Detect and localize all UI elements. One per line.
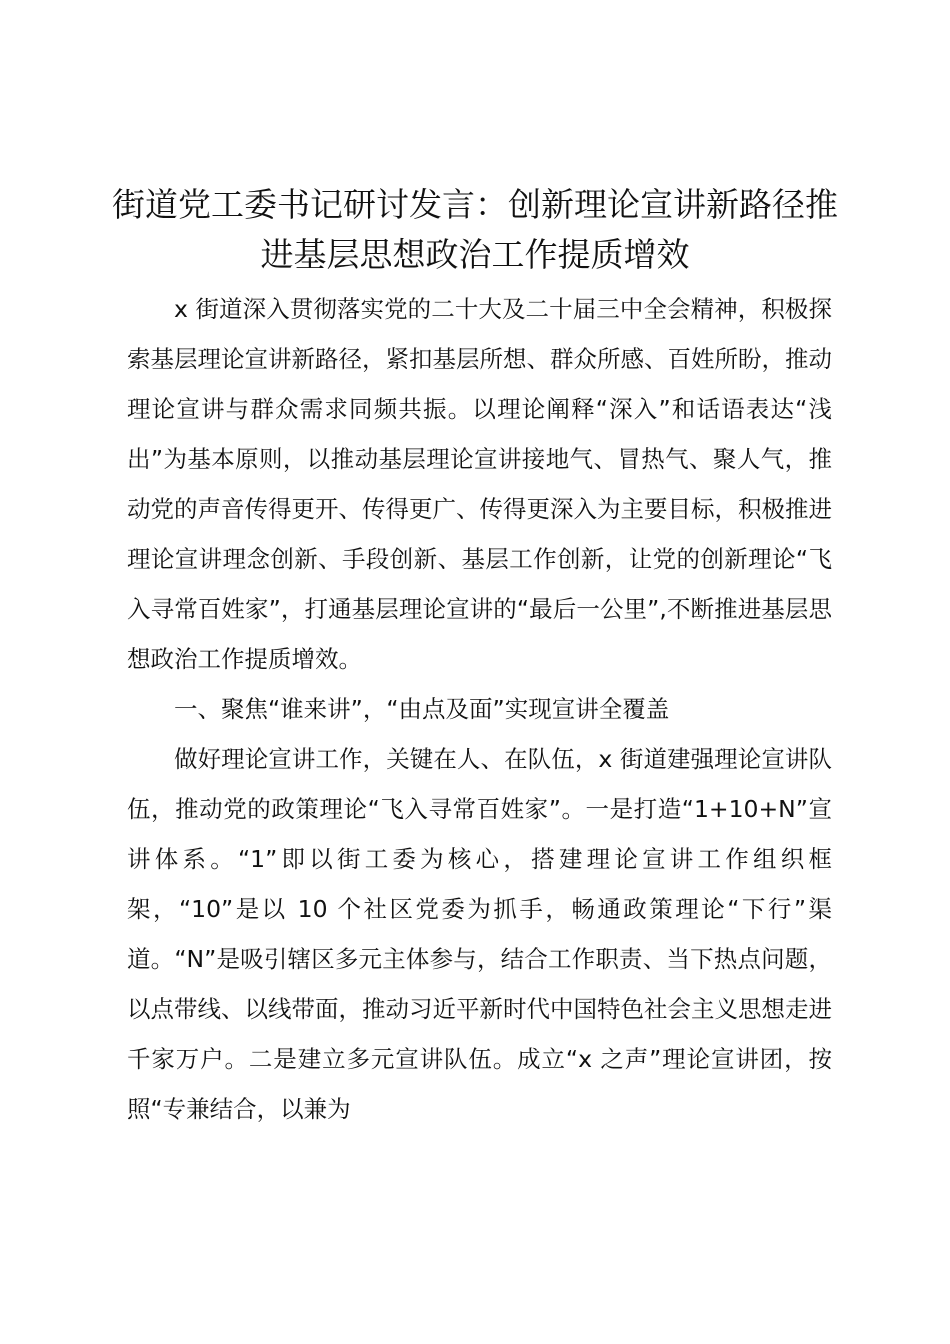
intro-paragraph: x 街道深入贯彻落实党的二十大及二十届三中全会精神，积极探索基层理论宣讲新路径，紧扣基层所想、群众所感、百姓所盼，推动理论宣讲与群众需求同频共振。以理论阐释“深入”和话语表达“浅出”为基本原则，以推动基层理论宣讲接地气、冒热气、聚人气，推动党的声音传得更开、传得更广、传得更深入为主要目标，积极推进理论宣讲理念创新、手段创新、基层工作创新，让党的创新理论“飞入寻常百姓家”，打通基层理论宣讲的“最后一公里”,不断推进基层思想政治工作提质增效。 (127, 295, 832, 673)
document-body (127, 284, 832, 1134)
document-title: 街道党工委书记研讨发言：创新理论宣讲新路径推进基层思想政治工作提质增效 (112, 185, 838, 274)
section-heading: 一、聚焦“谁来讲”，“由点及面”实现宣讲全覆盖 (174, 695, 670, 723)
section-paragraph: 做好理论宣讲工作，关键在人、在队伍，x 街道建强理论宣讲队伍，推动党的政策理论“飞入寻常百姓家”。一是打造“1+10+N”宣讲体系。“1”即以街工委为核心，搭建理论宣讲工作组织框架，“10”是以 10 个社区党委为抓手，畅通政策理论“下行”渠道。“N”是吸引辖区多元主体参与，结合工作职责、当下热点问题，以点带线、以线带面，推动习近平新时代中国特色社会主义思想走进千家万户。二是建立多元宣讲队伍。成立“x 之声”理论宣讲团，按照“专兼结合，以兼为 (127, 745, 832, 1123)
